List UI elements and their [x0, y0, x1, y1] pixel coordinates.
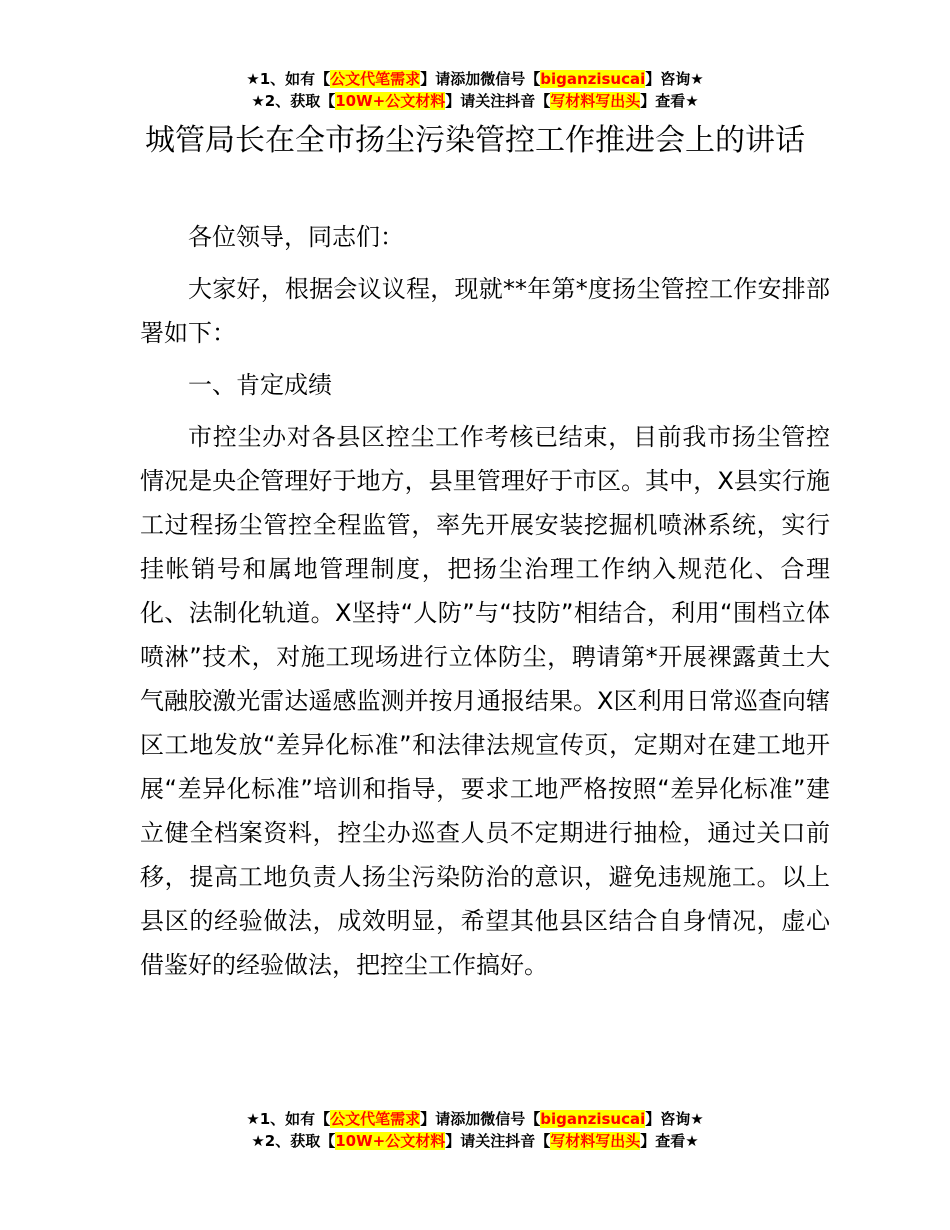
footer-promo-line-2-prefix: ★2、获取【 [251, 1132, 336, 1150]
document-body [140, 215, 830, 987]
promo-line-2-prefix: ★2、获取【 [251, 92, 336, 110]
footer-promo-line-2-middle: 】请关注抖音【 [445, 1132, 551, 1150]
greeting-paragraph: 各位领导，同志们： [188, 223, 404, 251]
intro-paragraph: 大家好，根据会议议程，现就**年第*度扬尘管控工作安排部署如下： [140, 275, 830, 347]
header-promo-banner [0, 68, 950, 112]
footer-promo-line-1-highlight-wechat: biganzisucai [540, 1110, 646, 1128]
promo-line-1-suffix: 】咨询★ [645, 70, 704, 88]
promo-line-1-middle: 】请添加微信号【 [420, 70, 541, 88]
promo-line-2-highlight-materials: 10W+公文材料 [335, 92, 446, 110]
footer-promo-banner [0, 1108, 950, 1152]
promo-line-1-prefix: ★1、如有【 [246, 70, 331, 88]
promo-line-2-highlight-douyin: 写材料写出头 [550, 92, 641, 110]
promo-line-2-middle: 】请关注抖音【 [445, 92, 551, 110]
footer-promo-line-1-middle: 】请添加微信号【 [420, 1110, 541, 1128]
footer-promo-line-1-prefix: ★1、如有【 [246, 1110, 331, 1128]
promo-line-1-highlight-service: 公文代笔需求 [330, 70, 421, 88]
promo-line-2-suffix: 】查看★ [640, 92, 699, 110]
footer-promo-line-1 [0, 1108, 950, 1130]
footer-promo-line-1-highlight-service: 公文代笔需求 [330, 1110, 421, 1128]
promo-line-2 [0, 90, 950, 112]
footer-promo-line-2-suffix: 】查看★ [640, 1132, 699, 1150]
section-heading: 一、肯定成绩 [188, 371, 332, 399]
footer-promo-line-2-highlight-douyin: 写材料写出头 [550, 1132, 641, 1150]
promo-line-1 [0, 68, 950, 90]
promo-line-1-highlight-wechat: biganzisucai [540, 70, 646, 88]
footer-promo-line-2 [0, 1130, 950, 1152]
footer-promo-line-1-suffix: 】咨询★ [645, 1110, 704, 1128]
section-body-paragraph: 市控尘办对各县区控尘工作考核已结束，目前我市扬尘管控情况是央企管理好于地方，县里管理好于市区。其中，X县实行施工过程扬尘管控全程监管，率先开展安装挖掘机喷淋系统，实行挂帐销号和属地管理制度，把扬尘治理工作纳入规范化、合理化、法制化轨道。X坚持“人防”与“技防”相结合，利用“围档立体喷淋”技术，对施工现场进行立体防尘，聘请第*开展裸露黄土大气融胶激光雷达遥感监测并按月通报结果。X区利用日常巡查向辖区工地发放“差异化标准”和法律法规宣传页，定期对在建工地开展“差异化标准”培训和指导，要求工地严格按照“差异化标准”建立健全档案资料，控尘办巡查人员不定期进行抽检，通过关口前移，提高工地负责人扬尘污染防治的意识，避免违规施工。以上县区的经验做法，成效明显，希望其他县区结合自身情况，虚心借鉴好的经验做法，把控尘工作搞好。 [140, 423, 830, 979]
document-title: 城管局长在全市扬尘污染管控工作推进会上的讲话 [145, 123, 805, 158]
footer-promo-line-2-highlight-materials: 10W+公文材料 [335, 1132, 446, 1150]
